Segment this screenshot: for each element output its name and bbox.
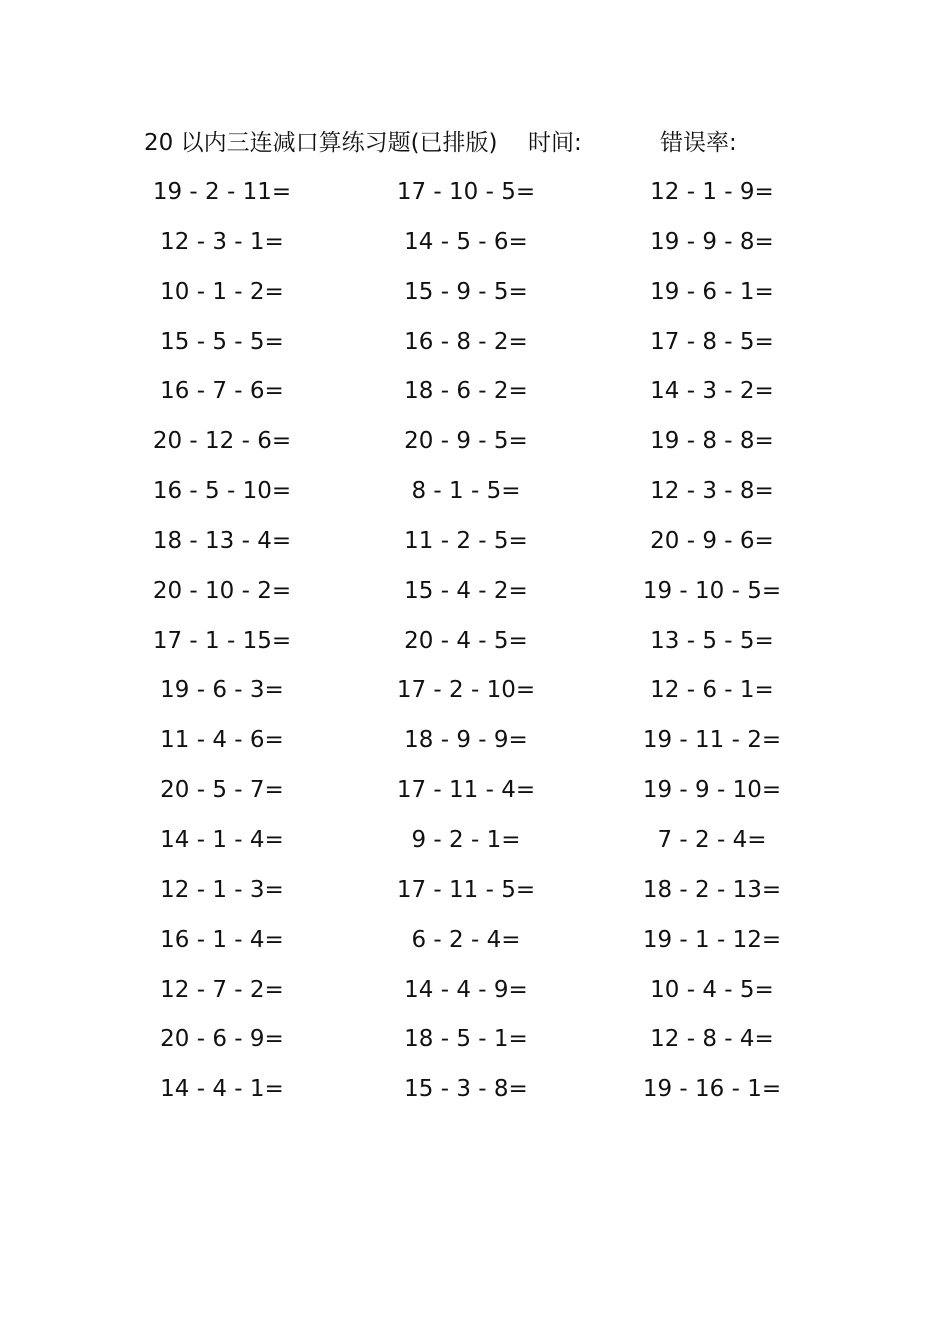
problem-item: 7 - 2 - 4= <box>657 826 767 853</box>
problem-item: 18 - 2 - 13= <box>642 876 782 903</box>
problem-row <box>0 222 950 272</box>
problem-item: 19 - 8 - 8= <box>650 428 774 455</box>
problem-item: 14 - 1 - 4= <box>160 826 284 853</box>
problem-item: 17 - 10 - 5= <box>396 179 536 205</box>
problem-item: 19 - 11 - 2= <box>642 727 782 754</box>
problem-item: 17 - 1 - 15= <box>152 627 292 654</box>
problem-item: 20 - 9 - 6= <box>650 527 774 554</box>
problem-item: 20 - 10 - 2= <box>152 577 292 604</box>
problem-item: 20 - 4 - 5= <box>404 627 528 654</box>
problem-row <box>0 322 950 372</box>
problem-row <box>0 471 950 521</box>
problem-item: 18 - 9 - 9= <box>404 727 528 754</box>
problem-item: 17 - 2 - 10= <box>396 677 536 704</box>
problem-item: 11 - 4 - 6= <box>160 727 284 754</box>
problem-row <box>0 1019 950 1069</box>
problem-row <box>0 970 950 1020</box>
error-rate-label: 错误率: <box>660 130 737 156</box>
problem-item: 6 - 2 - 4= <box>411 926 521 953</box>
problem-item: 17 - 8 - 5= <box>650 328 774 355</box>
problem-item: 15 - 9 - 5= <box>404 278 528 305</box>
problem-item: 14 - 3 - 2= <box>650 378 774 405</box>
problem-item: 19 - 1 - 12= <box>642 926 782 953</box>
problem-item: 12 - 6 - 1= <box>650 677 774 704</box>
problem-item: 19 - 9 - 8= <box>650 228 774 255</box>
problem-item: 8 - 1 - 5= <box>411 478 521 505</box>
problem-item: 16 - 1 - 4= <box>160 926 284 953</box>
time-label: 时间: <box>528 130 582 156</box>
problem-item: 11 - 2 - 5= <box>404 527 528 554</box>
problem-item: 19 - 6 - 3= <box>160 677 284 704</box>
problem-item: 20 - 6 - 9= <box>160 1026 284 1053</box>
problem-item: 12 - 1 - 3= <box>160 876 284 903</box>
problem-row <box>0 770 950 820</box>
problem-item: 20 - 5 - 7= <box>160 777 284 804</box>
problem-row <box>0 421 950 471</box>
problem-item: 13 - 5 - 5= <box>650 627 774 654</box>
problem-row <box>0 371 950 421</box>
problem-item: 10 - 1 - 2= <box>160 278 284 305</box>
problem-row <box>0 172 950 222</box>
problem-item: 15 - 5 - 5= <box>160 328 284 355</box>
problem-row <box>0 1069 950 1119</box>
problem-item: 16 - 7 - 6= <box>160 378 284 405</box>
problem-item: 16 - 5 - 10= <box>152 478 292 505</box>
problem-row <box>0 870 950 920</box>
problem-item: 12 - 3 - 1= <box>160 228 284 255</box>
problem-item: 19 - 9 - 10= <box>642 777 782 804</box>
worksheet-header <box>0 126 950 160</box>
problem-item: 17 - 11 - 4= <box>396 777 536 804</box>
problem-item: 19 - 6 - 1= <box>650 278 774 305</box>
worksheet-title: 20 以内三连减口算练习题(已排版) <box>144 130 498 156</box>
problem-row <box>0 920 950 970</box>
problem-row <box>0 571 950 621</box>
problem-item: 18 - 6 - 2= <box>404 378 528 405</box>
problem-row <box>0 621 950 671</box>
problem-item: 18 - 5 - 1= <box>404 1026 528 1053</box>
problem-item: 19 - 16 - 1= <box>642 1076 782 1103</box>
problem-item: 12 - 1 - 9= <box>650 179 774 205</box>
problem-item: 12 - 7 - 2= <box>160 976 284 1003</box>
problem-item: 15 - 4 - 2= <box>404 577 528 604</box>
problem-item: 12 - 8 - 4= <box>650 1026 774 1053</box>
problem-item: 19 - 2 - 11= <box>152 179 292 205</box>
problem-item: 20 - 12 - 6= <box>152 428 292 455</box>
problem-row <box>0 670 950 720</box>
problem-item: 14 - 4 - 9= <box>404 976 528 1003</box>
problem-item: 14 - 4 - 1= <box>160 1076 284 1103</box>
problem-item: 16 - 8 - 2= <box>404 328 528 355</box>
problem-item: 15 - 3 - 8= <box>404 1076 528 1103</box>
problem-item: 12 - 3 - 8= <box>650 478 774 505</box>
problem-grid <box>0 172 950 1119</box>
problem-item: 10 - 4 - 5= <box>650 976 774 1003</box>
problem-item: 19 - 10 - 5= <box>642 577 782 604</box>
problem-row <box>0 820 950 870</box>
problem-item: 20 - 9 - 5= <box>404 428 528 455</box>
problem-item: 9 - 2 - 1= <box>411 826 521 853</box>
problem-row <box>0 272 950 322</box>
problem-item: 18 - 13 - 4= <box>152 527 292 554</box>
problem-item: 17 - 11 - 5= <box>396 876 536 903</box>
problem-row <box>0 720 950 770</box>
problem-row <box>0 521 950 571</box>
problem-item: 14 - 5 - 6= <box>404 228 528 255</box>
